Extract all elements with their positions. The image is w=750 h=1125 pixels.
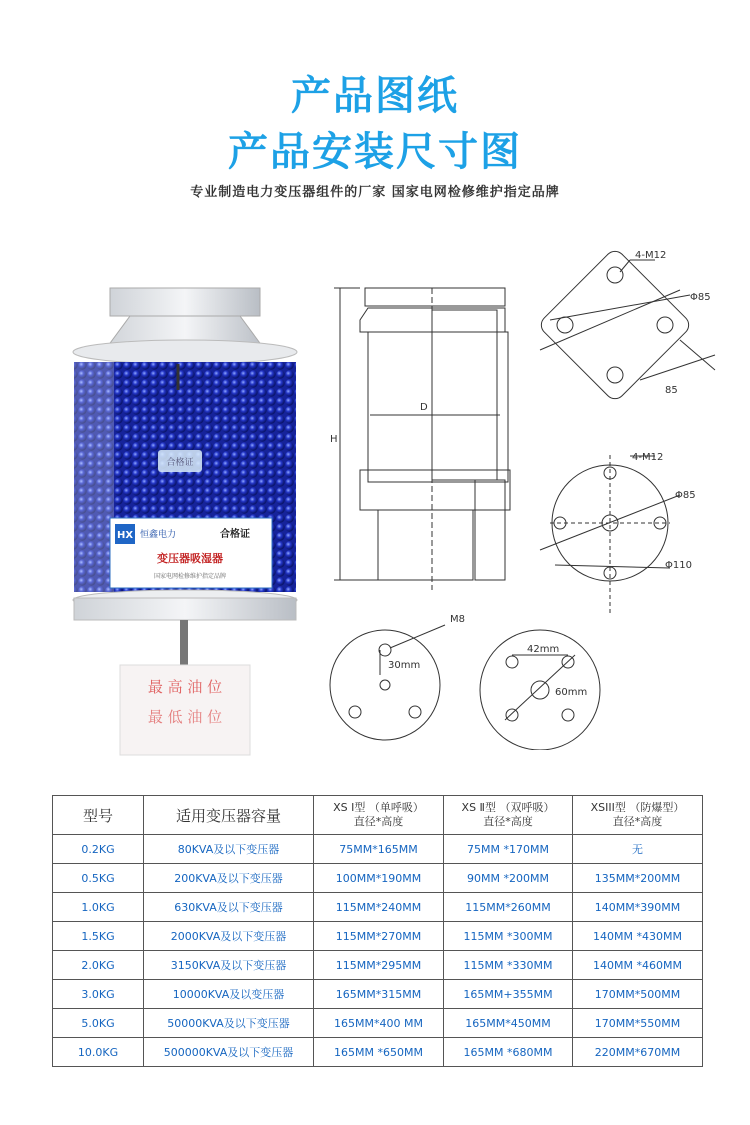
small-badge-text: 合格证 xyxy=(166,458,194,468)
product-photo xyxy=(60,280,310,760)
header-xs1: XS Ⅰ型 （单呼吸） 直径*高度 xyxy=(314,796,444,835)
label-d: D xyxy=(420,402,428,413)
cell-model: 0.2KG xyxy=(53,835,144,864)
cell-xs2: 165MM*450MM xyxy=(444,1009,573,1038)
cell-xs3: 无 xyxy=(573,835,703,864)
cell-xs3: 170MM*500MM xyxy=(573,980,703,1009)
svg-text:HX: HX xyxy=(116,530,134,541)
table-row xyxy=(53,1009,703,1038)
label-85: 85 xyxy=(665,385,678,396)
cell-model: 0.5KG xyxy=(53,864,144,893)
header-model: 型号 xyxy=(53,796,144,835)
label-h: H xyxy=(330,434,338,445)
square-flange-drawing xyxy=(537,250,715,403)
cell-xs2: 90MM *200MM xyxy=(444,864,573,893)
spec-table xyxy=(52,795,703,1067)
cell-model: 1.5KG xyxy=(53,922,144,951)
cell-xs3: 140MM *430MM xyxy=(573,922,703,951)
cell-capacity: 3150KVA及以下变压器 xyxy=(144,951,314,980)
cell-xs1: 115MM*295MM xyxy=(314,951,444,980)
cell-xs1: 100MM*190MM xyxy=(314,864,444,893)
label-4-m12-top: 4-M12 xyxy=(635,250,667,261)
cell-xs2: 115MM*260MM xyxy=(444,893,573,922)
cell-capacity: 10000KVA及以变压器 xyxy=(144,980,314,1009)
label-phi85-mid: Φ85 xyxy=(675,490,696,501)
brand-name: 恒鑫电力 xyxy=(140,530,177,540)
top-flange xyxy=(110,288,260,316)
label-4-m12-mid: 4-M12 xyxy=(632,452,664,463)
oil-level-high: 最 高 油 位 xyxy=(147,678,223,696)
fine-print: 国家电网检修维护指定品牌 xyxy=(153,573,227,580)
oil-level-low: 最 低 油 位 xyxy=(147,708,223,726)
cell-xs1: 165MM*315MM xyxy=(314,980,444,1009)
cell-model: 10.0KG xyxy=(53,1038,144,1067)
header-xs3: XSIII型 （防爆型） 直径*高度 xyxy=(573,796,703,835)
cell-xs3: 170MM*550MM xyxy=(573,1009,703,1038)
cell-xs2: 115MM *300MM xyxy=(444,922,573,951)
table-row xyxy=(53,951,703,980)
table-row xyxy=(53,922,703,951)
cell-xs3: 140MM *460MM xyxy=(573,951,703,980)
cell-model: 3.0KG xyxy=(53,980,144,1009)
header-capacity: 适用变压器容量 xyxy=(144,796,314,835)
cell-xs3: 140MM*390MM xyxy=(573,893,703,922)
cell-model: 1.0KG xyxy=(53,893,144,922)
cell-capacity: 50000KVA及以下变压器 xyxy=(144,1009,314,1038)
cell-xs2: 115MM *330MM xyxy=(444,951,573,980)
cell-capacity: 630KVA及以下变压器 xyxy=(144,893,314,922)
page-subtitle-title: 产品安装尺寸图 xyxy=(228,129,522,175)
cell-xs1: 165MM *650MM xyxy=(314,1038,444,1067)
label-60mm: 60mm xyxy=(555,687,588,698)
header-xs2: XS Ⅱ型 （双呼吸） 直径*高度 xyxy=(444,796,573,835)
cell-xs1: 75MM*165MM xyxy=(314,835,444,864)
page-title: 产品图纸 xyxy=(291,73,459,119)
table-header-row xyxy=(53,796,703,835)
company-slogan: 专业制造电力变压器组件的厂家 国家电网检修维护指定品牌 xyxy=(190,185,560,200)
cell-capacity: 500000KVA及以下变压器 xyxy=(144,1038,314,1067)
cell-xs2: 165MM+355MM xyxy=(444,980,573,1009)
cell-xs1: 115MM*270MM xyxy=(314,922,444,951)
label-42mm: 42mm xyxy=(527,644,560,655)
label-phi110: Φ110 xyxy=(665,560,692,571)
product-name: 变压器吸湿器 xyxy=(157,552,223,565)
table-row xyxy=(53,980,703,1009)
cell-xs1: 115MM*240MM xyxy=(314,893,444,922)
label-30mm: 30mm xyxy=(388,660,421,671)
cell-capacity: 200KVA及以下变压器 xyxy=(144,864,314,893)
cell-model: 2.0KG xyxy=(53,951,144,980)
cert-title: 合格证 xyxy=(220,529,250,540)
table-row xyxy=(53,864,703,893)
cell-xs1: 165MM*400 MM xyxy=(314,1009,444,1038)
cell-xs2: 165MM *680MM xyxy=(444,1038,573,1067)
cell-capacity: 80KVA及以下变压器 xyxy=(144,835,314,864)
cell-capacity: 2000KVA及以下变压器 xyxy=(144,922,314,951)
technical-drawings xyxy=(320,250,740,750)
bottom-plate-single xyxy=(330,625,445,740)
round-flange-drawing xyxy=(540,455,680,615)
cell-model: 5.0KG xyxy=(53,1009,144,1038)
label-m8: M8 xyxy=(450,614,465,625)
table-row xyxy=(53,893,703,922)
table-row xyxy=(53,835,703,864)
cell-xs2: 75MM *170MM xyxy=(444,835,573,864)
label-phi85-top: Φ85 xyxy=(690,292,711,303)
cell-xs3: 135MM*200MM xyxy=(573,864,703,893)
table-row xyxy=(53,1038,703,1067)
cell-xs3: 220MM*670MM xyxy=(573,1038,703,1067)
side-elevation-drawing xyxy=(334,288,510,590)
